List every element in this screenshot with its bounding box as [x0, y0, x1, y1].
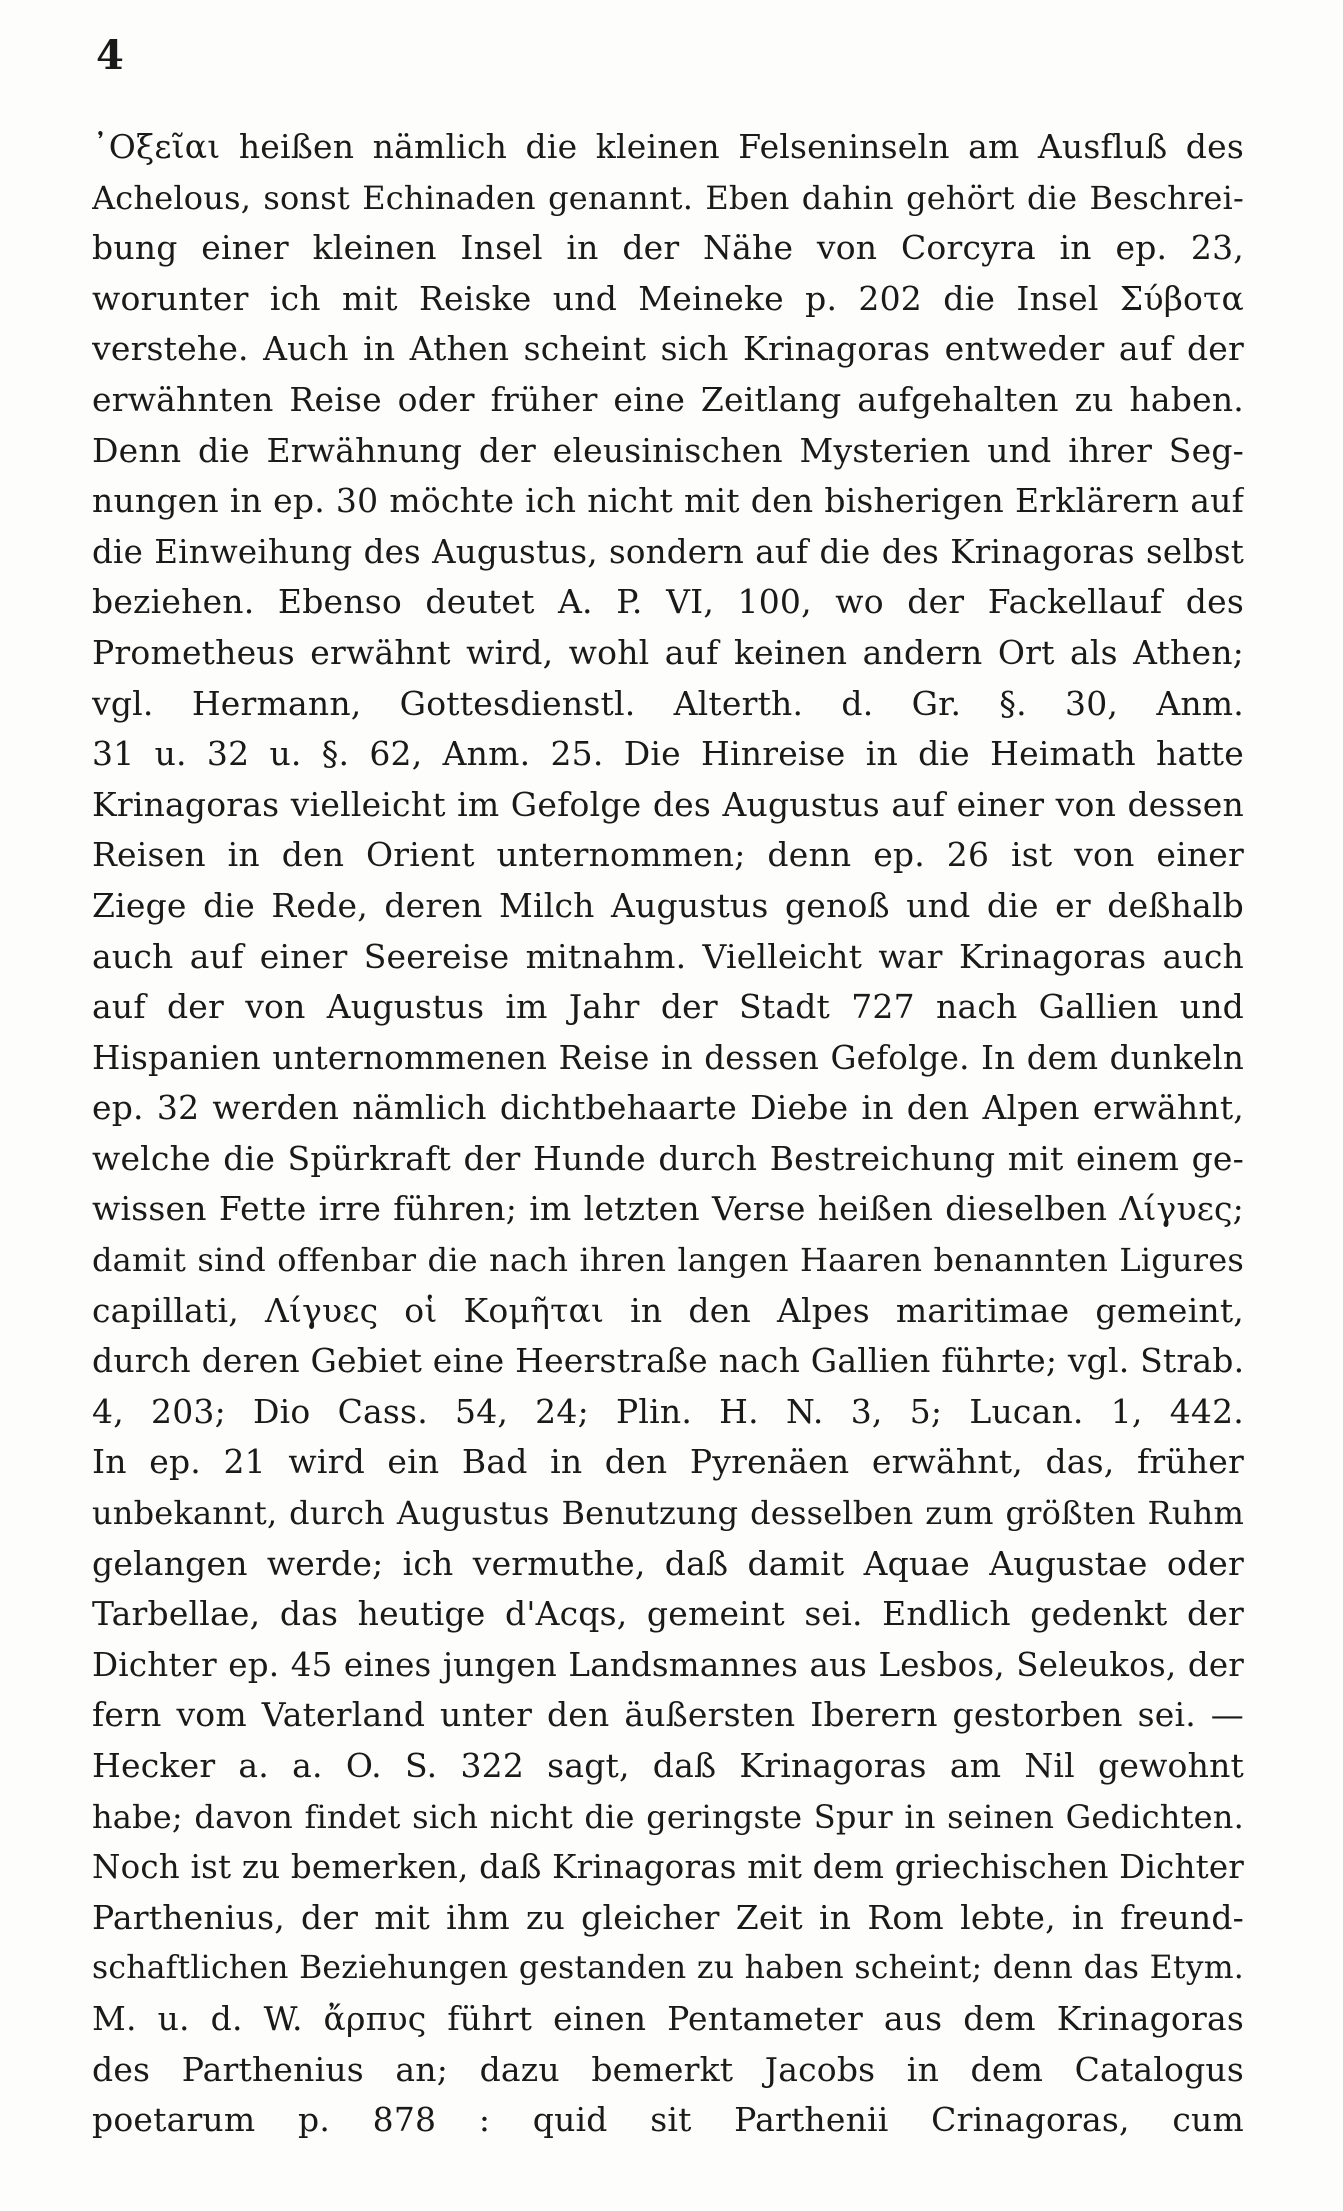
text-line: poetarum p. 878 : quid sit Parthenii Crinagoras, cum — [92, 2100, 1244, 2140]
text-line: gelangen werde; ich vermuthe, daß damit Aquae Augustae oder — [92, 1543, 1244, 1583]
text-line: 31 u. 32 u. §. 62, Anm. 25. Die Hinreise in die Heimath hatte — [92, 734, 1244, 774]
text-line: habe; davon findet sich nicht die geringste Spur in seinen Gedichten. — [92, 1797, 1244, 1836]
text-line: ᾿Οξεῖαι heißen nämlich die kleinen Felseninseln am Ausfluß des — [92, 127, 1244, 166]
text-line: 4, 203; Dio Cass. 54, 24; Plin. H. N. 3, 5; Lucan. 1, 442. — [92, 1391, 1244, 1431]
text-line: beziehen. Ebenso deutet A. P. VI, 100, wo der Fackellauf des — [92, 582, 1244, 622]
text-line: Achelous, sonst Echinaden genannt. Eben dahin gehört die Beschrei- — [92, 178, 1244, 217]
text-line: wissen Fette irre führen; im letzten Verse heißen dieselben Λίγυες; — [92, 1189, 1244, 1229]
text-line: M. u. d. W. ἄρπυς führt einen Pentameter aus dem Krinagoras — [92, 1998, 1244, 2038]
text-line: Tarbellae, das heutige d'Acqs, gemeint sei. Endlich gedenkt der — [92, 1594, 1244, 1634]
text-line: Denn die Erwähnung der eleusinischen Mysterien und ihrer Seg- — [92, 430, 1244, 470]
text-line: worunter ich mit Reiske und Meineke p. 202 die Insel Σύβοτα — [92, 278, 1244, 318]
text-line: Krinagoras vielleicht im Gefolge des Augustus auf einer von dessen — [92, 784, 1244, 824]
text-line: verstehe. Auch in Athen scheint sich Krinagoras entweder auf der — [92, 329, 1244, 369]
text-line: auch auf einer Seereise mitnahm. Vielleicht war Krinagoras auch — [92, 936, 1244, 976]
text-line: capillati, Λίγυες οἱ Κομῆται in den Alpes maritimae gemeint, — [92, 1290, 1244, 1330]
text-line: die Einweihung des Augustus, sondern auf die des Krinagoras selbst — [92, 532, 1244, 571]
body-text — [92, 122, 1244, 2146]
text-line: unbekannt, durch Augustus Benutzung desselben zum größten Ruhm — [92, 1494, 1244, 1533]
text-line: ep. 32 werden nämlich dichtbehaarte Diebe in den Alpen erwähnt, — [92, 1088, 1244, 1128]
text-line: Reisen in den Orient unternommen; denn ep. 26 ist von einer — [92, 835, 1244, 875]
text-line: Ziege die Rede, deren Milch Augustus genoß und die er deßhalb — [92, 885, 1244, 925]
text-line: des Parthenius an; dazu bemerkt Jacobs in dem Catalogus — [92, 2049, 1244, 2089]
text-line: Prometheus erwähnt wird, wohl auf keinen andern Ort als Athen; — [92, 632, 1244, 672]
text-line: Hecker a. a. O. S. 322 sagt, daß Krinagoras am Nil gewohnt — [92, 1746, 1244, 1785]
text-line: In ep. 21 wird ein Bad in den Pyrenäen erwähnt, das, früher — [92, 1442, 1244, 1482]
text-line: bung einer kleinen Insel in der Nähe von Corcyra in ep. 23, — [92, 228, 1244, 268]
text-line: Hispanien unternommenen Reise in dessen Gefolge. In dem dunkeln — [92, 1038, 1244, 1077]
text-line: durch deren Gebiet eine Heerstraße nach Gallien führte; vgl. Strab. — [92, 1341, 1244, 1381]
text-line: fern vom Vaterland unter den äußersten Iberern gestorben sei. — — [92, 1695, 1244, 1735]
text-line: vgl. Hermann, Gottesdienstl. Alterth. d. Gr. §. 30, Anm. — [92, 683, 1244, 723]
text-line: schaftlichen Beziehungen gestanden zu haben scheint; denn das Etym. — [92, 1950, 1244, 1987]
text-line: erwähnten Reise oder früher eine Zeitlang aufgehalten zu haben. — [92, 379, 1244, 419]
text-line: auf der von Augustus im Jahr der Stadt 727 nach Gallien und — [92, 987, 1244, 1027]
text-line: Noch ist zu bemerken, daß Krinagoras mit dem griechischen Dichter — [92, 1848, 1244, 1887]
text-line: welche die Spürkraft der Hunde durch Bestreichung mit einem ge- — [92, 1138, 1244, 1178]
page-number: 4 — [96, 32, 124, 79]
text-line: nungen in ep. 30 möchte ich nicht mit den bisherigen Erklärern auf — [92, 481, 1244, 521]
text-line: damit sind offenbar die nach ihren langen Haaren benannten Ligures — [92, 1241, 1244, 1280]
text-line: Dichter ep. 45 eines jungen Landsmannes aus Lesbos, Seleukos, der — [92, 1645, 1244, 1684]
text-line: Parthenius, der mit ihm zu gleicher Zeit in Rom lebte, in freund- — [92, 1897, 1244, 1937]
